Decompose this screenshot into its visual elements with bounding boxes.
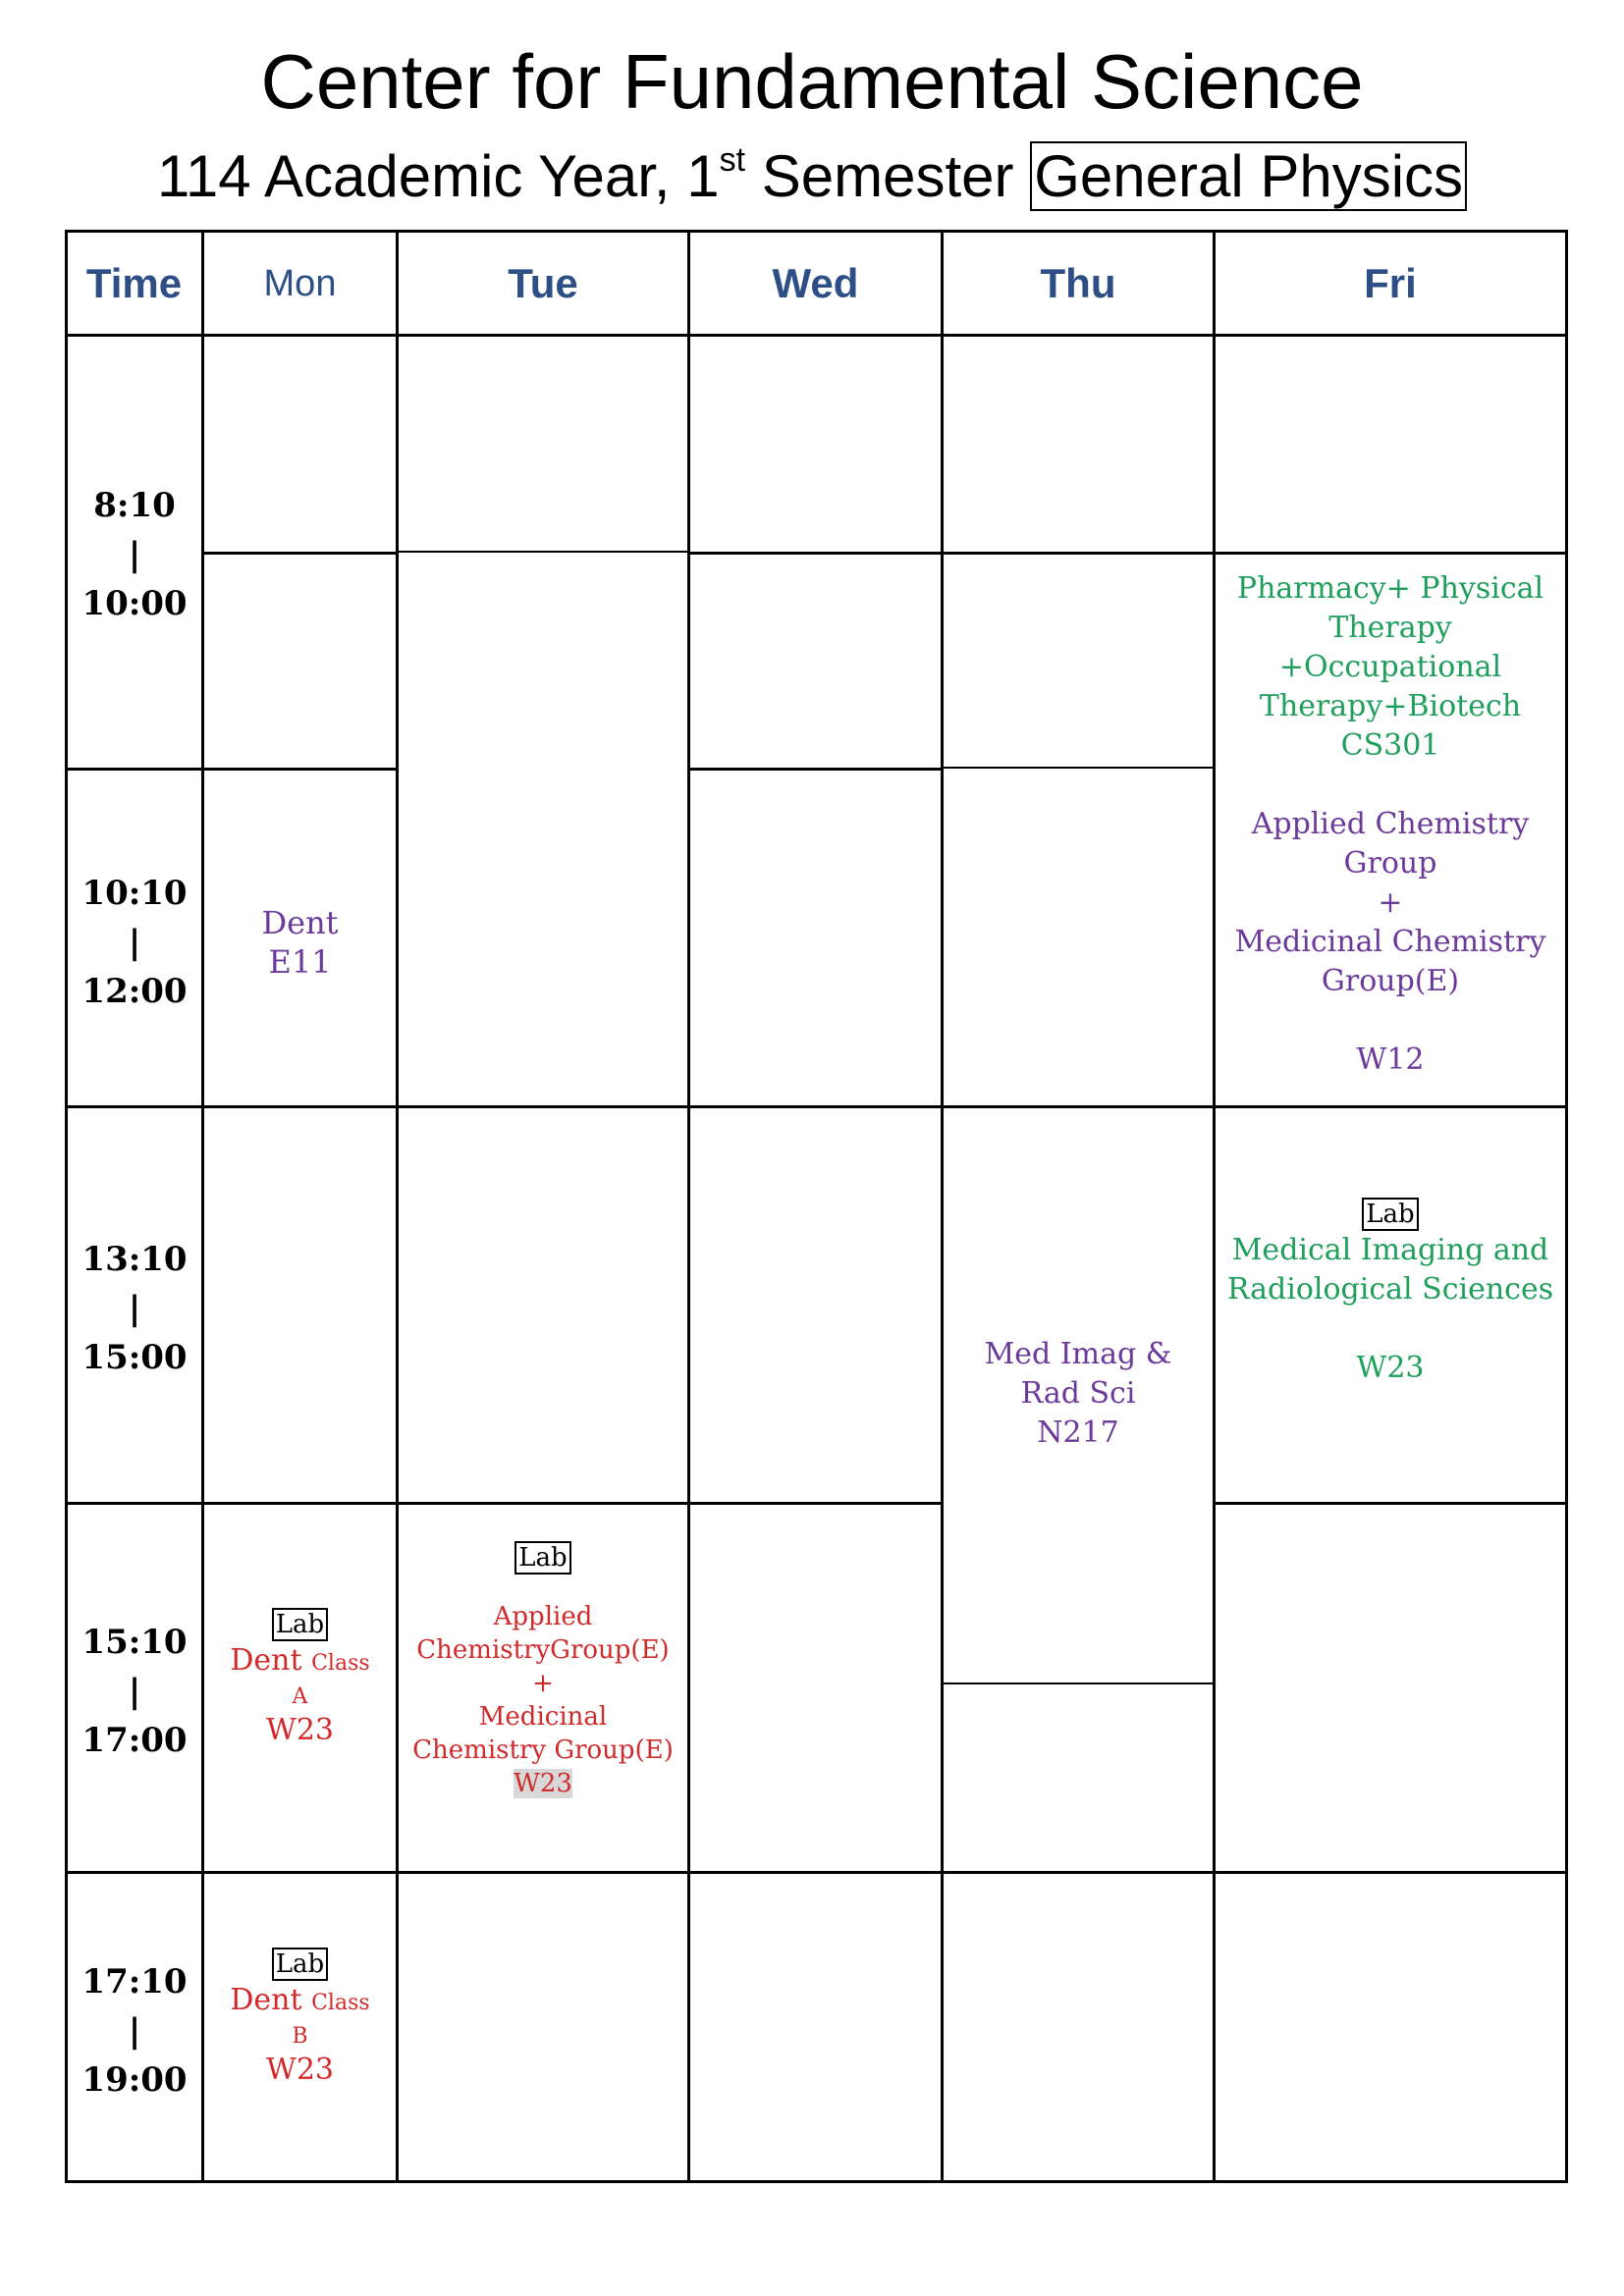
time-column-header: Time — [85, 260, 183, 306]
group-line: Group — [1343, 846, 1437, 881]
class-room: W23 — [265, 1713, 334, 1747]
class-mon-dent — [204, 883, 396, 1001]
subtitle-semester: Semester — [745, 143, 1031, 209]
row-line — [1215, 1502, 1568, 1505]
subtitle-prefix: 114 Academic Year, 1 — [156, 143, 720, 209]
half-row-line — [1215, 552, 1568, 555]
page-title: Center for Fundamental Science — [260, 38, 1364, 125]
half-row-line — [398, 551, 687, 553]
class-line: Medical Imaging and — [1231, 1233, 1549, 1267]
slot-end: 12:00 — [81, 972, 188, 1011]
class-line: Medicinal — [478, 1702, 608, 1732]
class-room: CS301 — [1340, 728, 1440, 763]
slot-end: 19:00 — [81, 2060, 188, 2100]
class-group-chemistry — [1235, 805, 1546, 1080]
slot-end: 15:00 — [81, 1338, 188, 1377]
class-fri-morning — [1216, 569, 1565, 1099]
class-fri-lab — [1216, 1198, 1565, 1414]
class-line: Rad Sci — [1020, 1376, 1136, 1411]
col-line — [941, 230, 944, 2183]
class-tue-lab — [399, 1541, 687, 1836]
class-line: Chemistry Group(E) — [412, 1735, 674, 1765]
slot-start: 17:10 — [81, 1962, 188, 2002]
lab-badge: Lab — [272, 1608, 328, 1641]
half-row-line — [689, 552, 941, 555]
class-name: Dent — [230, 1983, 302, 2017]
lab-badge: Lab — [514, 1541, 570, 1575]
class-name-line — [230, 1641, 369, 1683]
slot-separator: | — [128, 535, 141, 574]
slot-start: 8:10 — [93, 486, 176, 525]
class-thu-medimg — [944, 1330, 1213, 1458]
slot-separator: | — [128, 1672, 141, 1711]
col-line — [687, 230, 690, 2183]
row-line — [65, 1502, 941, 1505]
day-header-fri: Fri — [1364, 260, 1417, 306]
group-line: Medicinal Chemistry — [1234, 925, 1546, 959]
group-line: +Occupational — [1278, 650, 1502, 684]
class-letter: A — [292, 1684, 308, 1709]
group-line: Therapy+Biotech — [1259, 689, 1522, 723]
half-row-line — [943, 552, 1213, 555]
time-slot-5 — [67, 1933, 202, 2129]
class-group-pharmacy — [1237, 569, 1543, 766]
class-room: W23 — [265, 2053, 334, 2087]
class-name: Dent — [230, 1643, 302, 1678]
slot-start: 13:10 — [81, 1240, 188, 1279]
group-line: Pharmacy+ Physical — [1236, 571, 1544, 606]
class-room: W23 — [514, 1769, 572, 1798]
row-line — [65, 1105, 1568, 1108]
group-line: Group(E) — [1321, 964, 1460, 998]
class-line: Applied — [493, 1602, 593, 1631]
subject-box: General Physics — [1030, 141, 1467, 211]
class-line: Radiological Sciences — [1226, 1272, 1554, 1307]
row-line — [943, 767, 1213, 769]
lab-badge: Lab — [272, 1948, 328, 1981]
time-slot-1 — [67, 456, 202, 653]
class-line: Med Imag & — [984, 1337, 1172, 1371]
time-slot-4 — [67, 1593, 202, 1789]
day-header-tue: Tue — [508, 260, 578, 306]
class-mon-lab-b — [204, 1948, 396, 2105]
class-name-line — [230, 1981, 369, 2023]
class-word: Class — [311, 1651, 370, 1676]
lab-badge: Lab — [1362, 1198, 1418, 1231]
slot-separator: | — [128, 1289, 141, 1328]
group-line: Applied Chemistry — [1251, 807, 1530, 841]
group-line: + — [1378, 885, 1403, 920]
day-header-mon: Mon — [263, 262, 337, 304]
subtitle-ordinal: st — [719, 141, 746, 179]
time-slot-2 — [67, 844, 202, 1041]
col-line — [396, 230, 399, 2183]
slot-start: 10:10 — [81, 874, 188, 913]
class-name: Dent — [261, 904, 339, 941]
row-line — [65, 1871, 1568, 1874]
class-mon-lab-a — [204, 1608, 396, 1765]
time-slot-3 — [67, 1210, 202, 1407]
class-room: N217 — [1037, 1415, 1119, 1450]
slot-separator: | — [128, 2011, 141, 2051]
group-line: Therapy — [1328, 611, 1452, 645]
slot-separator: | — [128, 923, 141, 962]
half-row-line — [943, 1682, 1213, 1684]
row-line — [689, 768, 941, 771]
class-word: Class — [311, 1991, 370, 2015]
class-letter: B — [292, 2024, 308, 2049]
class-room: W23 — [1356, 1351, 1425, 1385]
spacer — [1235, 1001, 1546, 1041]
row-line — [65, 768, 396, 771]
class-room: E11 — [268, 943, 332, 981]
half-row-line — [202, 552, 396, 555]
slot-end: 10:00 — [81, 584, 188, 623]
class-line: + — [532, 1669, 554, 1698]
class-line: ChemistryGroup(E) — [416, 1635, 670, 1665]
class-room: W12 — [1356, 1042, 1425, 1077]
day-header-thu: Thu — [1040, 260, 1116, 306]
day-header-wed: Wed — [772, 260, 859, 306]
slot-start: 15:10 — [81, 1623, 188, 1662]
slot-end: 17:00 — [81, 1721, 188, 1760]
